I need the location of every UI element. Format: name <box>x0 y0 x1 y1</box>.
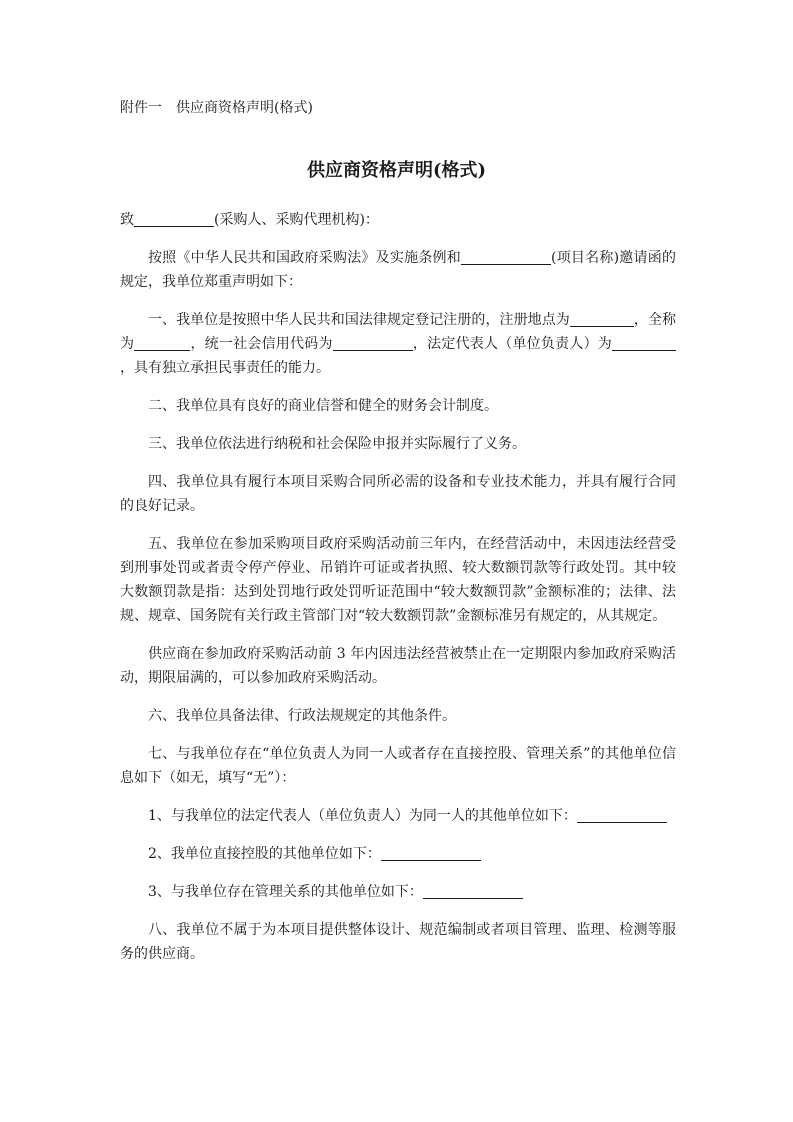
legal-representative-blank[interactable] <box>612 334 676 351</box>
full-name-blank[interactable] <box>134 334 190 351</box>
item-7-3-text: 3、与我单位存在管理关系的其他单位如下： <box>148 884 423 900</box>
addressee-prefix: 致 <box>120 212 134 228</box>
item-1-text-5: ，具有独立承担民事责任的能力。 <box>120 360 330 376</box>
managed-units-blank[interactable] <box>423 882 523 899</box>
item-8-paragraph: 八、我单位不属于为本项目提供整体设计、规范编制或者项目管理、监理、检测等服务的供应商。 <box>120 922 676 962</box>
project-name-blank[interactable] <box>461 248 551 265</box>
same-representative-units-blank[interactable] <box>577 806 667 823</box>
item-7-2-text: 2、我单位直接控股的其他单位如下： <box>148 846 381 862</box>
item-2-paragraph: 二、我单位具有良好的商业信誉和健全的财务会计制度。 <box>148 398 498 414</box>
registration-place-blank[interactable] <box>570 310 634 327</box>
intro-paragraph <box>120 246 676 294</box>
item-7-1-paragraph <box>120 804 676 828</box>
item-1-text-3: ，统一社会信用代码为 <box>190 336 333 352</box>
item-1-text-2: ，全称为 <box>120 312 677 352</box>
item-7-paragraph: 七、与我单位存在“单位负责人为同一人或者存在直接控股、管理关系”的其他单位信息如下（如无，填写“无”）： <box>120 746 676 786</box>
item-1-paragraph <box>120 308 676 380</box>
item-6-paragraph: 六、我单位具备法律、行政法规规定的其他条件。 <box>148 708 456 724</box>
item-5-paragraph: 五、我单位在参加采购项目政府采购活动前三年内，在经营活动中，未因违法经营受到刑事处罚或者责令停产停业、吊销许可证或者执照、较大数额罚款等行政处罚。其中较大数额罚款是指：达到处罚地行政处罚听证范围中“较大数额罚款”金额标准的；法律、法规、规章、国务院有关行政主管部门对“较大数额罚款”金额标准另有规定的，从其规定。 <box>120 536 676 624</box>
annex-label: 附件一 供应商资格声明(格式) <box>120 100 313 116</box>
item-5-note-paragraph: 供应商在参加政府采购活动前 3 年内因违法经营被禁止在一定期限内参加政府采购活动，期限届满的，可以参加政府采购活动。 <box>120 646 676 686</box>
item-7-3-paragraph <box>120 880 676 904</box>
document-body <box>120 208 676 980</box>
item-4-paragraph: 四、我单位具有履行本项目采购合同所必需的设备和专业技术能力，并具有履行合同的良好记录。 <box>120 474 676 514</box>
item-7-1-text: 1、与我单位的法定代表人（单位负责人）为同一人的其他单位如下： <box>148 808 577 824</box>
addressee-blank[interactable] <box>134 210 214 227</box>
credit-code-blank[interactable] <box>333 334 413 351</box>
item-3-paragraph: 三、我单位依法进行纳税和社会保险申报并实际履行了义务。 <box>148 436 526 452</box>
addressee-line <box>120 208 676 232</box>
addressee-suffix: (采购人、采购代理机构)： <box>214 212 379 228</box>
controlled-units-blank[interactable] <box>381 844 481 861</box>
item-1-text-1: 一、我单位是按照中华人民共和国法律规定登记注册的，注册地点为 <box>148 312 570 328</box>
document-title: 供应商资格声明(格式) <box>306 160 487 181</box>
item-7-2-paragraph <box>120 842 676 866</box>
intro-text-2: (项目名称)邀请函的规定，我单位郑重声明如下： <box>120 250 676 290</box>
intro-text-1: 按照《中华人民共和国政府采购法》及实施条例和 <box>148 250 462 266</box>
item-1-text-4: ，法定代表人（单位负责人）为 <box>412 336 613 352</box>
